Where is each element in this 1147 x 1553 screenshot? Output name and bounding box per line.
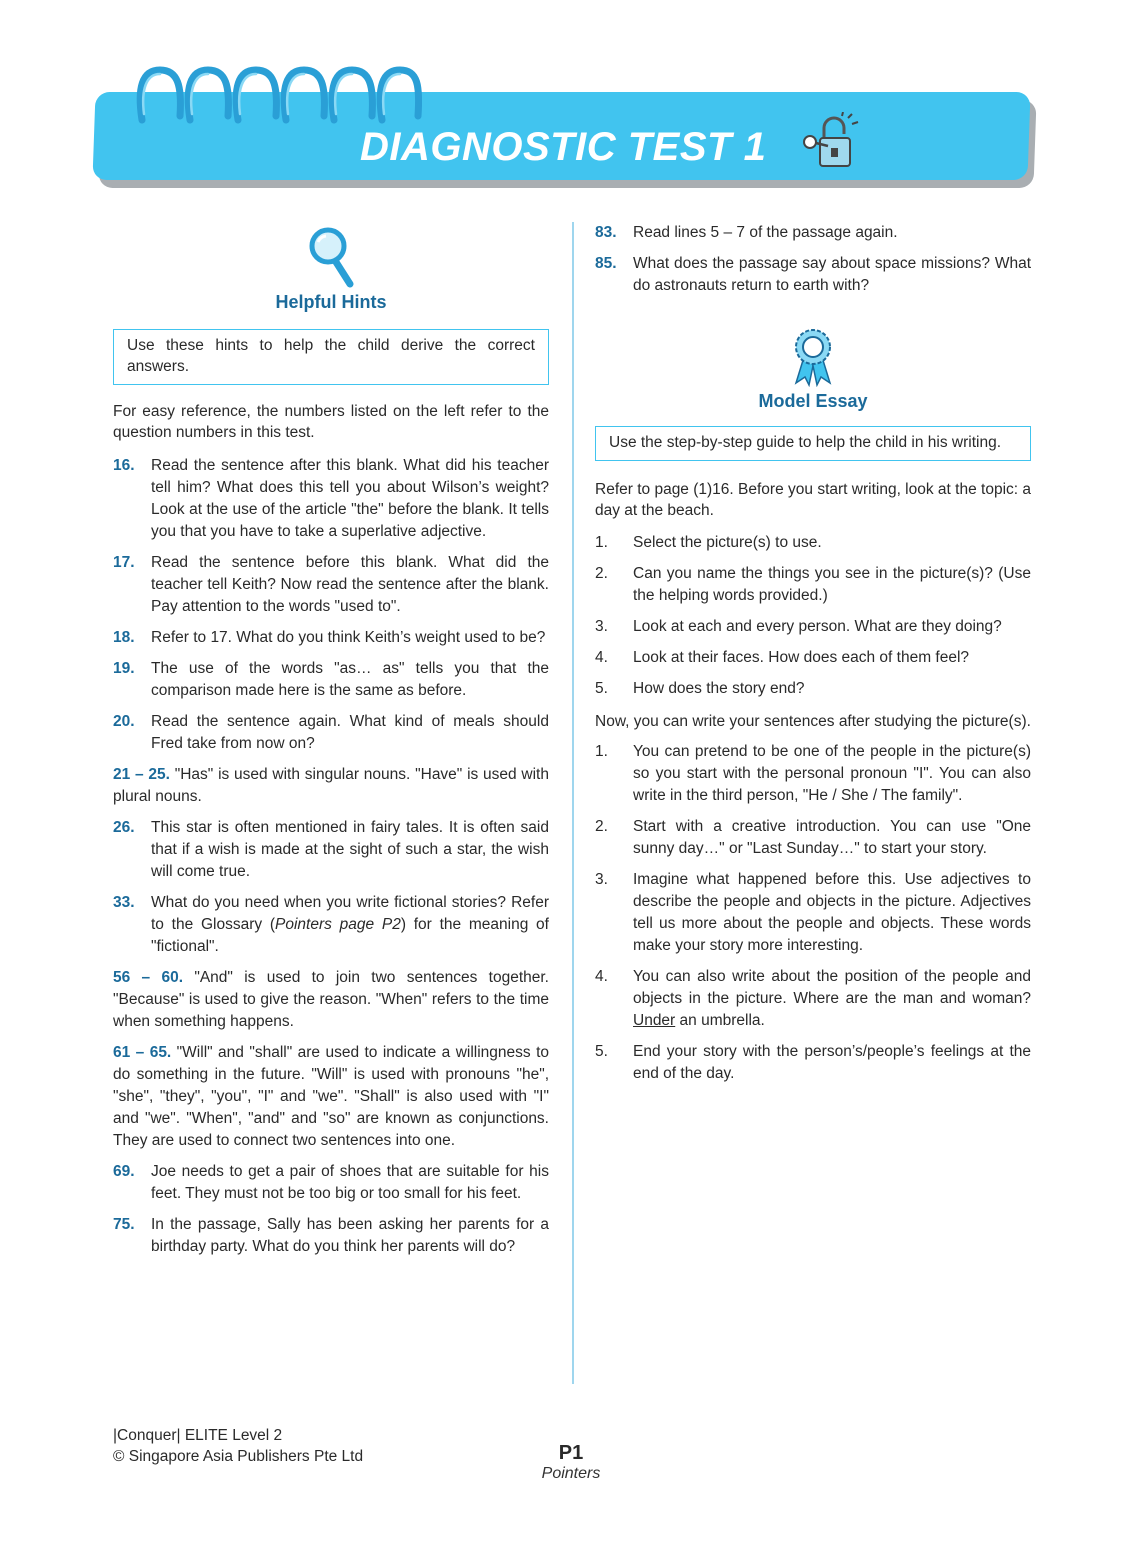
hint-text [113, 1042, 549, 1152]
hint-item [113, 627, 549, 649]
step-text: Look at their faces. How does each of them feel? [633, 649, 970, 666]
hint-text: Read the sentence again. What kind of meals should Fred take from now on? [151, 713, 549, 752]
hint-item [595, 253, 1031, 297]
hints-intro: For easy reference, the numbers listed on the left refer to the question numbers in this test. [113, 403, 549, 441]
hint-text [151, 892, 549, 958]
step-text: How does the story end? [633, 680, 805, 697]
hint-text: Refer to 17. What do you think Keith’s weight used to be? [151, 629, 546, 646]
step-number: 3. [595, 871, 608, 888]
essay-middle: Now, you can write your sentences after studying the picture(s). [595, 713, 1031, 730]
step-number: 2. [595, 818, 608, 835]
hint-number: 19. [113, 660, 135, 677]
step-text [633, 966, 1031, 1032]
helpful-hints-title: Helpful Hints [275, 292, 387, 312]
step-text-part: an umbrella. [675, 1012, 765, 1029]
hint-item [113, 764, 549, 808]
essay-step [595, 647, 1031, 669]
step-text: Start with a creative introduction. You can use "One sunny day…" or "Last Sunday…" to start your story. [633, 818, 1031, 857]
hint-text-part: ) for the meaning of "fictional". [151, 916, 549, 955]
essay-step [595, 616, 1031, 638]
hint-text-part: What do you need when you write fictional stories? Refer to the Glossary ( [151, 894, 549, 933]
step-number: 4. [595, 968, 608, 985]
essay-step [595, 741, 1031, 807]
step-text: You can pretend to be one of the people in the picture(s) so you start with the personal pronoun "I". You can also write in the third person, "He / She / The family". [633, 743, 1031, 804]
column-divider [572, 222, 574, 1384]
step-text: Can you name the things you see in the picture(s)? (Use the helping words provided.) [633, 565, 1031, 604]
essay-step [595, 563, 1031, 607]
page-number: P1 [558, 1442, 584, 1464]
essay-step [595, 966, 1031, 1032]
hint-number: 83. [595, 224, 617, 241]
step-number: 1. [595, 743, 608, 760]
glossary-reference: Pointers page P2 [275, 916, 401, 933]
hint-item [113, 711, 549, 755]
hint-number: 21 – 25. [113, 766, 170, 783]
hint-text: This star is often mentioned in fairy tales. It is often said that if a wish is made at the sight of such a star, the wish will come true. [151, 819, 549, 880]
magnifier-icon [306, 226, 356, 288]
hint-body: "Will" and "shall" are used to indicate a willingness to do something in the future. "Will" is used with pronouns "he", "she", "they", "you", "I" and "we". "Shall" is also used with "I" and "we". "When", "and" and "so" are known as conjunctions. They are used to connect two sentences into one. [113, 1044, 549, 1149]
helpful-hints-section [113, 226, 549, 1258]
hint-text [113, 764, 549, 808]
hint-text: Read lines 5 – 7 of the passage again. [633, 224, 898, 241]
publisher-footer [113, 1425, 363, 1467]
hint-text [113, 967, 549, 1033]
essay-step [595, 869, 1031, 957]
hint-body: "And" is used to join two sentences together. "Because" is used to give the reason. "When" refers to the time when something happens. [113, 969, 549, 1030]
hint-number: 17. [113, 554, 135, 571]
step-text: Look at each and every person. What are they doing? [633, 618, 1002, 635]
hint-number: 16. [113, 457, 135, 474]
hint-number: 85. [595, 255, 617, 272]
hint-item [113, 892, 549, 958]
page-label: Pointers [541, 1465, 601, 1482]
hint-item [113, 817, 549, 883]
step-number: 5. [595, 1043, 608, 1060]
lock-key-icon [798, 112, 860, 172]
hint-text: Joe needs to get a pair of shoes that are suitable for his feet. They must not be too big or too small for his feet. [151, 1163, 549, 1202]
spiral-binding-icon [132, 58, 422, 128]
essay-step [595, 532, 1031, 554]
hint-item [113, 967, 549, 1033]
hint-number: 20. [113, 713, 135, 730]
step-number: 3. [595, 618, 608, 635]
copyright-label: © Singapore Asia Publishers Pte Ltd [113, 1448, 364, 1465]
essay-step [595, 816, 1031, 860]
hint-text: The use of the words "as… as" tells you that the comparison made here is the same as before. [151, 660, 549, 699]
step-number: 4. [595, 649, 608, 666]
hint-number: 56 – 60. [113, 969, 184, 986]
hint-text: Read the sentence after this blank. What did his teacher tell him? What does this tell you about Wilson’s weight? Look at the use of the article "the" before the blank. It tells you that you have to take a superlative adjective. [151, 457, 549, 540]
hint-item [113, 1042, 549, 1152]
essay-step [595, 1041, 1031, 1085]
underlined-word: Under [633, 1012, 676, 1029]
hint-number: 75. [113, 1216, 135, 1233]
hint-text: What does the passage say about space missions? What do astronauts return to earth with? [633, 255, 1031, 294]
series-label: |Conquer| ELITE Level 2 [113, 1427, 283, 1444]
hint-number: 33. [113, 894, 135, 911]
essay-note-box: Use the step-by-step guide to help the child in his writing. [595, 426, 1031, 461]
step-text: Imagine what happened before this. Use adjectives to describe the people and objects in the picture. Adjectives tell us more about the people and objects. These words make your story more interesting. [633, 871, 1031, 954]
step-text-part: You can also write about the position of the people and objects in the picture. Where are the man and woman? [633, 968, 1031, 1007]
hint-number: 61 – 65. [113, 1044, 172, 1061]
page-footer [535, 1442, 607, 1483]
step-number: 1. [595, 534, 608, 551]
hint-item [113, 1161, 549, 1205]
hint-text: Read the sentence before this blank. What did the teacher tell Keith? Now read the sentence after the blank. Pay attention to the words "used to". [151, 554, 549, 615]
hint-number: 26. [113, 819, 135, 836]
hint-item [113, 1214, 549, 1258]
hint-item [113, 552, 549, 618]
essay-step [595, 678, 1031, 700]
hint-number: 69. [113, 1163, 135, 1180]
model-essay-title: Model Essay [758, 391, 868, 411]
hint-item [595, 222, 1031, 244]
hint-number: 18. [113, 629, 135, 646]
hint-text: In the passage, Sally has been asking her parents for a birthday party. What do you think her parents will do? [151, 1216, 549, 1255]
hint-item [113, 658, 549, 702]
hint-item [113, 455, 549, 543]
essay-intro: Refer to page (1)16. Before you start writing, look at the topic: a day at the beach. [595, 481, 1031, 519]
right-column [595, 222, 1031, 1085]
step-number: 2. [595, 565, 608, 582]
step-text: End your story with the person’s/people’s feelings at the end of the day. [633, 1043, 1031, 1082]
ribbon-award-icon [790, 327, 836, 387]
step-text: Select the picture(s) to use. [633, 534, 822, 551]
step-number: 5. [595, 680, 608, 697]
hints-note-box: Use these hints to help the child derive the correct answers. [113, 329, 549, 385]
hint-body: "Has" is used with singular nouns. "Have" is used with plural nouns. [113, 766, 549, 805]
page-title: DIAGNOSTIC TEST 1 [360, 125, 767, 169]
